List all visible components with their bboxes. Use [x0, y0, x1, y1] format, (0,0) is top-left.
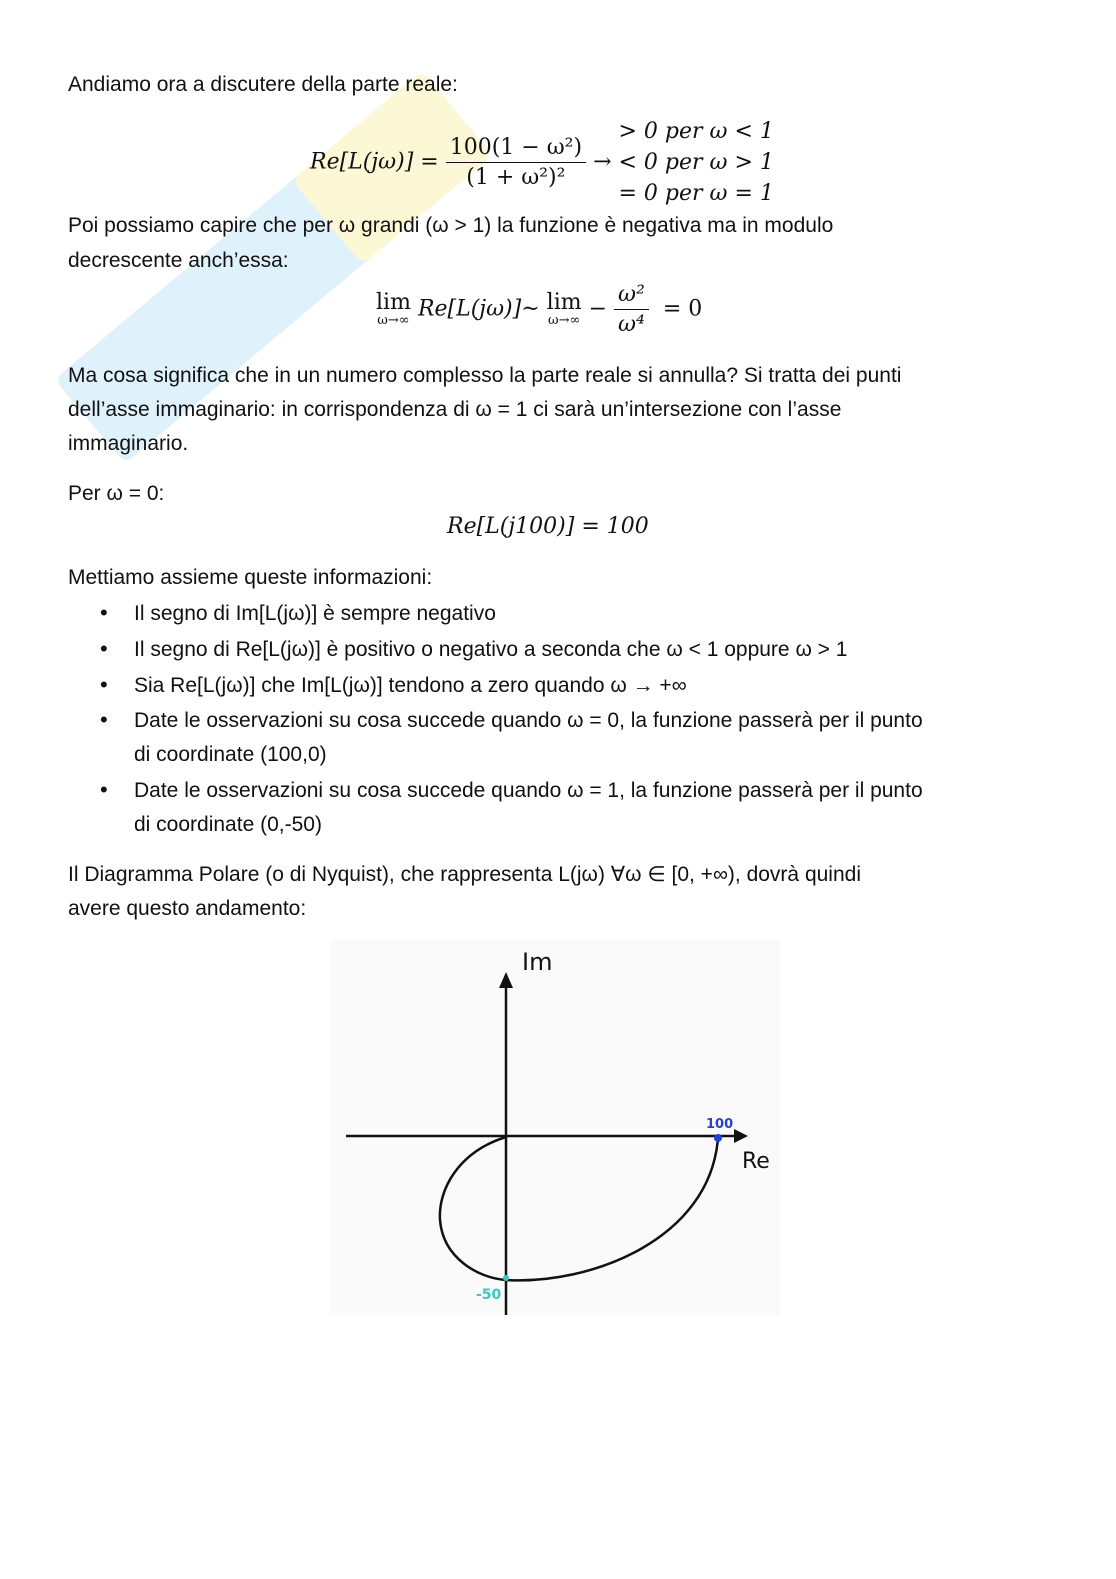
eq-cases: [619, 116, 774, 209]
paragraph-line: decrescente anch’essa:: [68, 249, 289, 272]
bullet-icon: •: [100, 707, 108, 732]
paragraph-line: dell’asse immaginario: in corrispondenza di ω = 1 ci sarà un’intersezione con l’asse: [68, 398, 842, 421]
eq-fraction: [446, 135, 586, 190]
denominator: ω⁴: [618, 312, 645, 337]
list-item: Il segno di Re[L(jω)] è positivo o negativo a seconda che ω < 1 oppure ω > 1: [134, 638, 848, 661]
eq-denominator: (1 + ω²)²: [466, 165, 566, 190]
case: > 0 per ω < 1: [618, 119, 774, 144]
real-axis-label: Re: [742, 1149, 770, 1174]
case: < 0 per ω > 1: [618, 150, 774, 175]
list-item: Sia Re[L(jω)] che Im[L(jω)] tendono a zero quando ω → +∞: [134, 674, 687, 697]
case: = 0 per ω = 1: [618, 181, 774, 206]
numerator: ω²: [614, 282, 649, 310]
lim-sub: ω→∞: [547, 313, 581, 329]
eq-arrow: →: [593, 149, 612, 175]
list-item-cont: di coordinate (0,-50): [134, 813, 322, 836]
paragraph-line: immaginario.: [68, 432, 189, 455]
paragraph-line: Il Diagramma Polare (o di Nyquist), che rappresenta L(jω) ∀ω ∈ [0, +∞), dovrà quindi: [68, 863, 861, 886]
lim-fraction: [614, 282, 649, 337]
bullet-icon: •: [100, 672, 108, 697]
equation-limit: [376, 282, 702, 337]
list-item: Date le osservazioni su cosa succede quando ω = 1, la funzione passerà per il punto: [134, 779, 923, 802]
lim-sub: ω→∞: [377, 313, 410, 329]
rhs: = 0: [662, 296, 703, 322]
equation-re-value: Re[L(j100)] = 100: [447, 514, 649, 539]
lim-text: lim: [546, 290, 582, 316]
equation-real-part: [310, 116, 774, 209]
label-minus-50: -50: [476, 1287, 502, 1303]
lim: [547, 291, 582, 328]
bullet-icon: •: [100, 636, 108, 661]
paragraph-summary: Mettiamo assieme queste informazioni:: [68, 566, 433, 589]
bullet-icon: •: [100, 600, 108, 625]
paragraph-intro: Andiamo ora a discutere della parte reale:: [68, 73, 458, 96]
eq-lhs: Re[L(jω)] =: [310, 149, 439, 175]
label-100: 100: [706, 1117, 734, 1132]
list-item-cont: di coordinate (100,0): [134, 743, 327, 766]
lim: [376, 291, 411, 328]
paragraph-line: avere questo andamento:: [68, 897, 307, 920]
bullet-icon: •: [100, 777, 108, 802]
lim-expr: Re[L(jω)]~: [417, 296, 540, 322]
list-item: Il segno di Im[L(jω)] è sempre negativo: [134, 602, 496, 625]
point-100: [714, 1134, 722, 1142]
lim-text: lim: [376, 290, 411, 316]
list-item: Date le osservazioni su cosa succede quando ω = 0, la funzione passerà per il punto: [134, 709, 923, 732]
paragraph-line: Poi possiamo capire che per ω grandi (ω > 1) la funzione è negativa ma in modulo: [68, 214, 834, 237]
paragraph-omega-zero: Per ω = 0:: [68, 482, 165, 505]
point-minus-50: [503, 1275, 509, 1281]
nyquist-diagram: [330, 940, 780, 1315]
eq-numerator: 100(1 − ω²): [446, 135, 586, 163]
paragraph-line: Ma cosa significa che in un numero complesso la parte reale si annulla? Si tratta dei punti: [68, 364, 902, 387]
imag-axis-label: Im: [522, 948, 553, 976]
minus: −: [588, 296, 608, 322]
